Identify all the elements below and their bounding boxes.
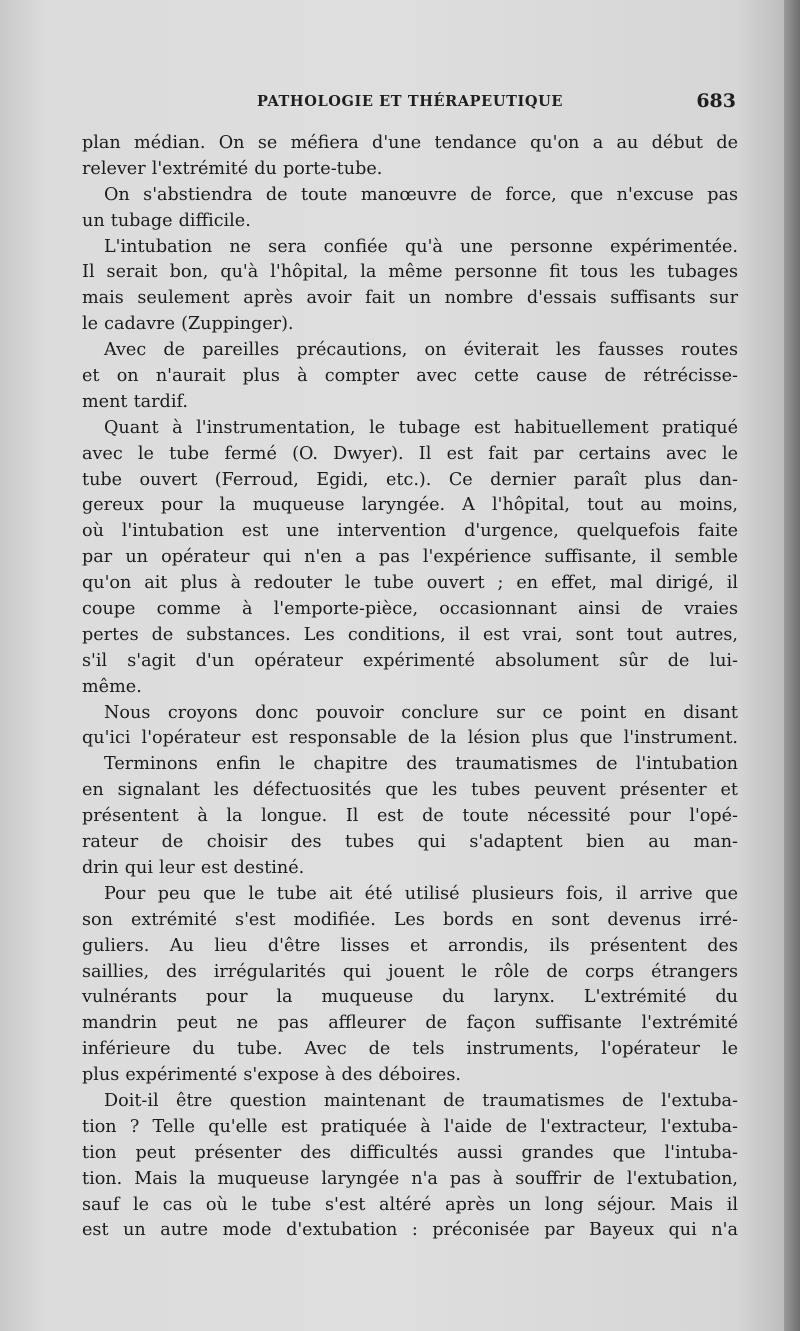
text-line: mais seulement après avoir fait un nombre d'essais suffisants sur [82, 288, 738, 309]
text-line: mandrin peut ne pas affleurer de façon suffisante l'extrémité [82, 1013, 738, 1034]
text-line: plus expérimenté s'expose à des déboires. [82, 1065, 461, 1086]
page-edge-shadow [784, 0, 800, 1331]
text-line: qu'on ait plus à redouter le tube ouvert ; en effet, mal dirigé, il [82, 573, 738, 594]
text-line: tion peut présenter des difficultés aussi grandes que l'intuba- [82, 1142, 738, 1163]
running-title: PATHOLOGIE ET THÉRAPEUTIQUE [257, 93, 563, 110]
text-line: gereux pour la muqueuse laryngée. A l'hôpital, tout au moins, [82, 495, 738, 516]
text-line: rateur de choisir des tubes qui s'adaptent bien au man- [82, 832, 738, 853]
text-line: saillies, des irrégularités qui jouent le rôle de corps étrangers [82, 961, 738, 982]
text-line: Terminons enfin le chapitre des traumatismes de l'intubation [104, 754, 738, 775]
text-line: tion ? Telle qu'elle est pratiquée à l'aide de l'extracteur, l'extuba- [82, 1116, 738, 1137]
text-line: Il serait bon, qu'à l'hôpital, la même personne fit tous les tubages [82, 262, 738, 283]
text-line: drin qui leur est destiné. [82, 857, 305, 878]
text-line: Nous croyons donc pouvoir conclure sur ce point en disant [104, 702, 738, 723]
text-line: où l'intubation est une intervention d'urgence, quelquefois faite [82, 521, 738, 542]
text-line: par un opérateur qui n'en a pas l'expérience suffisante, il semble [82, 547, 738, 568]
text-line: est un autre mode d'extubation : préconisée par Bayeux qui n'a [82, 1220, 738, 1241]
text-line: et on n'aurait plus à compter avec cette cause de rétrécisse- [82, 366, 738, 387]
text-line: pertes de substances. Les conditions, il est vrai, sont tout autres, [82, 624, 738, 645]
text-line: avec le tube fermé (O. Dwyer). Il est fait par certains avec le [82, 443, 738, 464]
text-line: Avec de pareilles précautions, on éviterait les fausses routes [104, 340, 738, 361]
text-line: tube ouvert (Ferroud, Egidi, etc.). Ce dernier paraît plus dan- [82, 469, 738, 490]
text-line: Quant à l'instrumentation, le tubage est habituellement pratiqué [104, 417, 738, 438]
text-line: plan médian. On se méfiera d'une tendance qu'on a au début de [82, 133, 738, 153]
text-line: s'il s'agit d'un opérateur expérimenté absolument sûr de lui- [82, 650, 738, 671]
body-text [82, 131, 738, 1244]
text-line: Pour peu que le tube ait été utilisé plusieurs fois, il arrive que [104, 883, 738, 904]
text-line: vulnérants pour la muqueuse du larynx. L'extrémité du [82, 987, 738, 1008]
text-line: ment tardif. [82, 391, 188, 412]
text-line: en signalant les défectuosités que les tubes peuvent présenter et [82, 780, 738, 801]
text-line: le cadavre (Zuppinger). [82, 314, 294, 335]
text-line: guliers. Au lieu d'être lisses et arrondis, ils présentent des [82, 935, 738, 956]
text-line: Doit-il être question maintenant de traumatismes de l'extuba- [104, 1090, 738, 1111]
text-line: son extrémité s'est modifiée. Les bords en sont devenus irré- [82, 909, 738, 930]
text-line: tion. Mais la muqueuse laryngée n'a pas à souffrir de l'extubation, [82, 1168, 738, 1189]
text-line: sauf le cas où le tube s'est altéré après un long séjour. Mais il [82, 1194, 738, 1215]
text-line: un tubage difficile. [82, 210, 251, 231]
text-line: présentent à la longue. Il est de toute nécessité pour l'opé- [82, 806, 738, 827]
text-line: coupe comme à l'emporte-pièce, occasionnant ainsi de vraies [82, 599, 738, 620]
page-header [82, 90, 738, 114]
text-line: même. [82, 676, 142, 697]
page-number: 683 [696, 90, 736, 112]
text-line: L'intubation ne sera confiée qu'à une personne expérimentée. [104, 236, 738, 257]
text-line: inférieure du tube. Avec de tels instruments, l'opérateur le [82, 1039, 738, 1060]
text-line: qu'ici l'opérateur est responsable de la lésion plus que l'instrument. [82, 728, 738, 749]
text-line: relever l'extrémité du porte-tube. [82, 158, 383, 179]
text-line: On s'abstiendra de toute manœuvre de force, que n'excuse pas [104, 184, 738, 205]
